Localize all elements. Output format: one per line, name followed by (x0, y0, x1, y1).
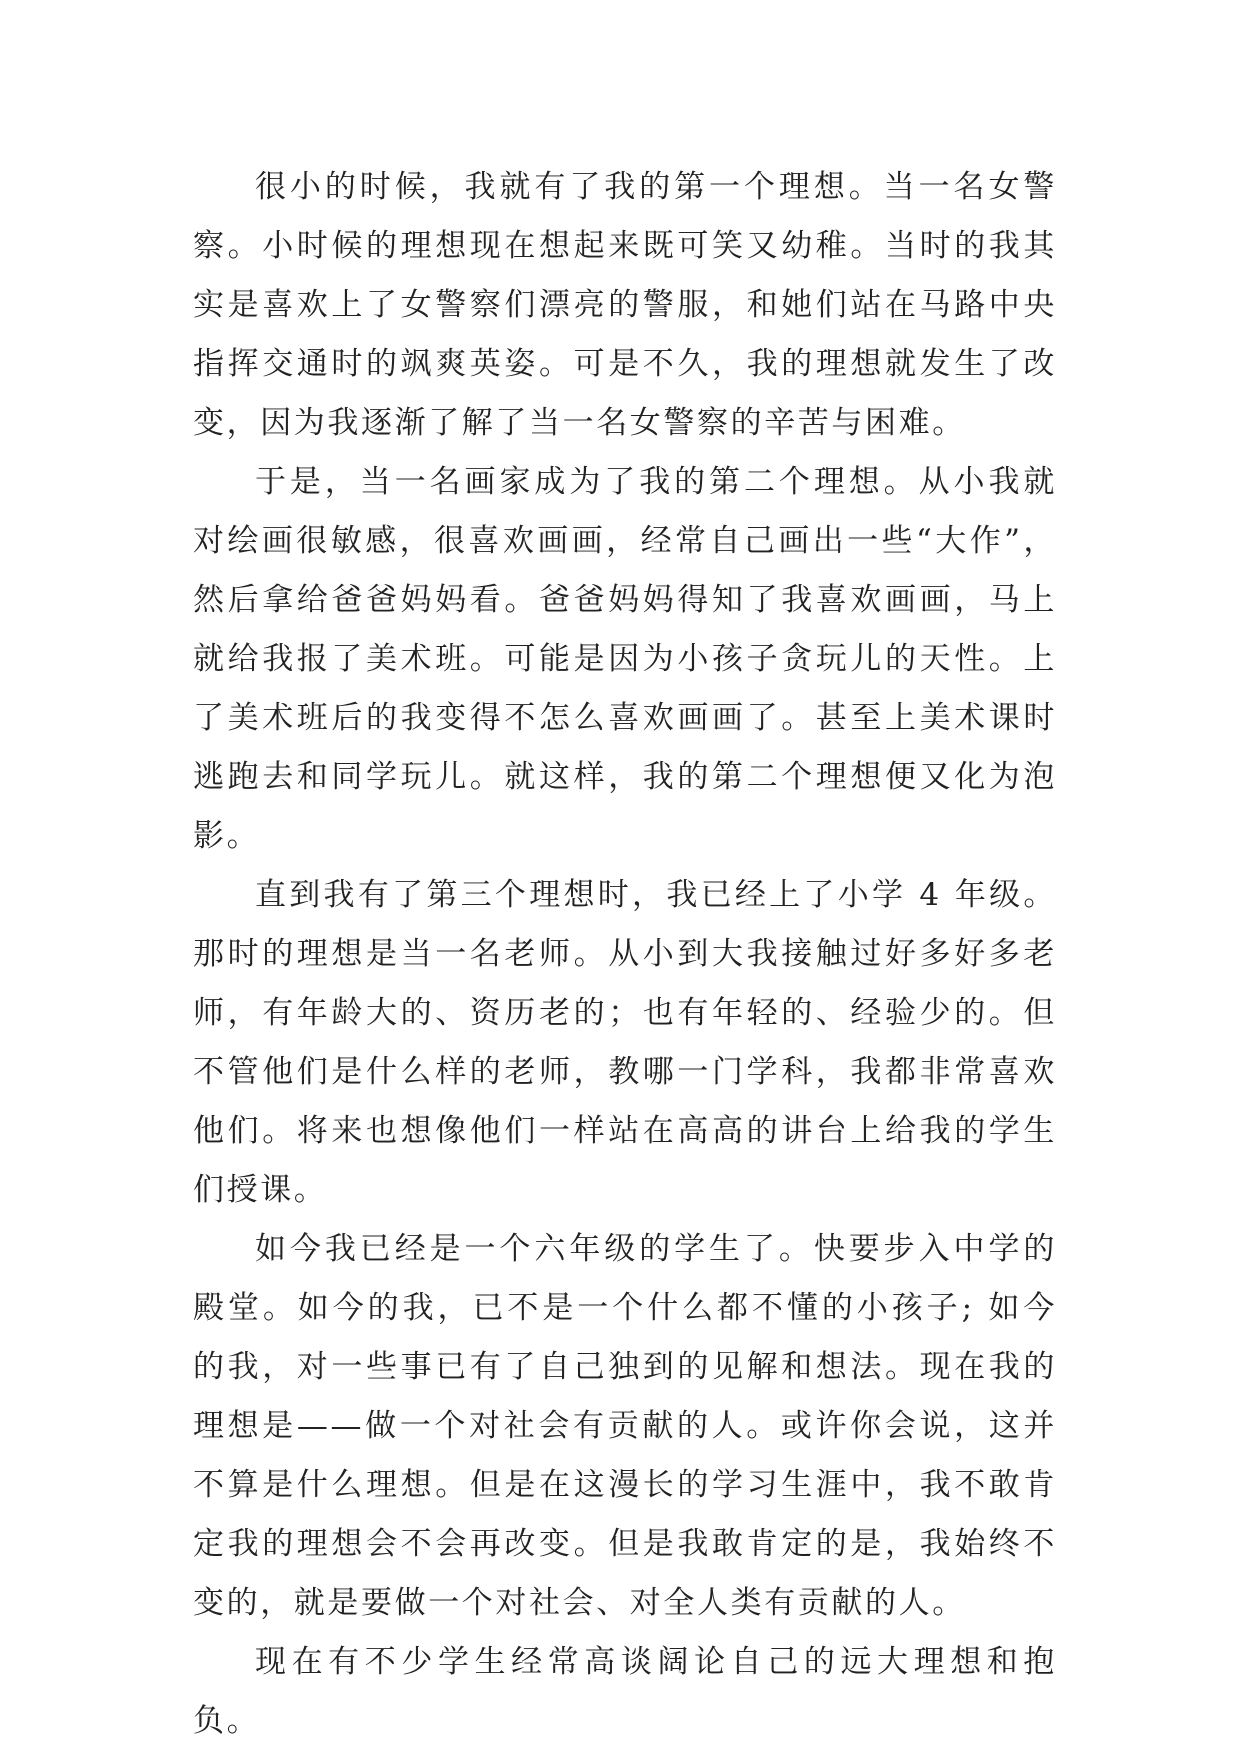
essay-body (193, 158, 1057, 1751)
paragraph-5: 现在有不少学生经常高谈阔论自己的远大理想和抱负。 (193, 1644, 1057, 1739)
paragraph-4: 如今我已经是一个六年级的学生了。快要步入中学的殿堂。如今的我，已不是一个什么都不懂的小孩子; 如今的我，对一些事已有了自己独到的见解和想法。现在我的理想是——做一个对社会有贡献的人。或许你会说，这并不算是什么理想。但是在这漫长的学习生涯中，我不敢肯定我的理想会不会再改变。但是我敢肯定的是，我始终不变的，就是要做一个对社会、对全人类有贡献的人。 (193, 1231, 1057, 1621)
paragraph-1: 很小的时候，我就有了我的第一个理想。当一名女警察。小时候的理想现在想起来既可笑又幼稚。当时的我其实是喜欢上了女警察们漂亮的警服，和她们站在马路中央指挥交通时的飒爽英姿。可是不久，我的理想就发生了改变，因为我逐渐了解了当一名女警察的辛苦与困难。 (193, 169, 1057, 441)
paragraph-2: 于是，当一名画家成为了我的第二个理想。从小我就对绘画很敏感，很喜欢画画，经常自己画出一些“大作”，然后拿给爸爸妈妈看。爸爸妈妈得知了我喜欢画画，马上就给我报了美术班。可能是因为小孩子贪玩儿的天性。上了美术班后的我变得不怎么喜欢画画了。甚至上美术课时逃跑去和同学玩儿。就这样，我的第二个理想便又化为泡影。 (193, 464, 1057, 854)
paragraph-3: 直到我有了第三个理想时，我已经上了小学 4 年级。那时的理想是当一名老师。从小到大我接触过好多好多老师，有年龄大的、资历老的；也有年轻的、经验少的。但不管他们是什么样的老师，教哪一门学科，我都非常喜欢他们。将来也想像他们一样站在高高的讲台上给我的学生们授课。 (193, 877, 1057, 1208)
